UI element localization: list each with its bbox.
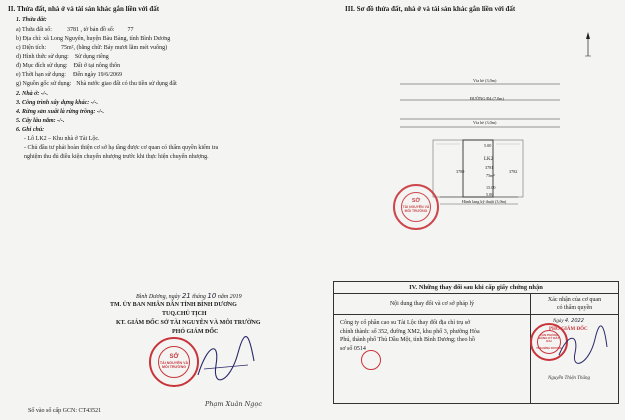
land-address: b) Địa chỉ: xã Long Nguyên, huyện Bàu Bàng, tỉnh Bình Dương [16,36,171,42]
changes-title-row [334,282,619,294]
sidewalk-top-label: Vỉa hè (3,0m) [473,78,497,83]
area-row [16,45,167,51]
confirm-date [553,319,584,324]
sign-org: TM. ỦY BAN NHÂN DÂN TỈNH BÌNH DƯƠNG [110,302,237,308]
house-line: 2. Nhà ở: -/-. [16,91,49,97]
purpose-row [16,63,120,69]
section-iii-title: III. Sơ đồ thửa đất, nhà ở và tài sản khác gắn liền với đất [345,5,516,13]
construction-line: 3. Công trình xây dựng khác: -/-. [16,100,98,106]
lot-area: 75m² [486,173,495,178]
perennial-line: 5. Cây lâu năm: -/-. [16,118,65,124]
changes-col-confirm-line1: Xác nhận của cơ quan [547,297,602,303]
small-seal [361,350,381,370]
note-2-line-2: nghiệm thu đủ điều kiện chuyển nhượng trước khi thực hiện chuyển nhượng. [24,154,209,160]
changes-col-confirm-line2: có thẩm quyền [556,305,593,311]
left-parcel: 3780 [456,169,465,174]
use-form-label: d) Hình thức sử dụng: [16,54,69,60]
sign-on-behalf: TUQ.CHỦ TỊCH [162,311,207,317]
right-parcel: 3782 [509,169,518,174]
sign-department: KT. GIÁM ĐỐC SỞ TÀI NGUYÊN VÀ MÔI TRƯỜNG [116,320,261,326]
note-1: - Lô LK2 – Khu nhà ở Tài Lộc. [24,136,100,142]
sign-month: 10 [207,292,217,300]
signer-name: Phạm Xuân Ngọc [205,400,263,408]
dim-side: 15.00 [486,185,496,190]
branch-seal-area: TỈNH BÌNH DƯƠNG [536,346,562,350]
entry-line-3: Phú, thành phố Thủ Dầu Một, tỉnh Bình Dương; theo hồ [340,337,475,343]
parcel-row [16,27,133,33]
confirm-role: PHÓ GIÁM ĐỐC [549,327,588,332]
dim-top: 5.00 [484,143,492,148]
director-signature [190,335,260,390]
branch-seal-text: VĂN PHÒNG ĐĂNG KÝ ĐẤT ĐAI [538,333,560,344]
sign-month-word: tháng [192,294,206,300]
map-sheet: 77 [127,27,134,33]
use-form-value: Sử dụng riêng [74,54,109,60]
lot-label: LK2 [484,157,494,162]
diagram-seal-label: SỞ [411,198,421,204]
dim-bottom: 5.00 [486,192,494,197]
parcel-prefix: a) Thửa đất số: [16,27,52,33]
confirm-signature [555,325,610,370]
forest-line: 4. Rừng sản xuất là rừng trồng: -/-. [16,109,105,115]
map-prefix: , tờ bản đồ số: [80,27,115,33]
north-arrow-icon [582,30,594,58]
notes-heading: 6. Ghi chú: [16,127,45,133]
note-2-line-1: - Chủ đầu tư phải hoàn thiện cơ sở hạ tầng được cơ quan có thẩm quyền kiểm tra [24,145,219,151]
sign-year: năm 2019 [217,294,242,300]
registry-number: Số vào sổ cấp GCN: CT43521 [28,408,102,414]
origin-value: Nhà nước giao đất có thu tiền sử dụng đất [76,81,177,87]
parcel-number: 3781 [66,27,79,33]
use-form-row [16,54,109,60]
changes-header-row [334,294,619,315]
land-heading: 1. Thửa đất: [16,17,47,23]
diagram-seal-text: TÀI NGUYÊN VÀ MÔI TRƯỜNG [402,205,430,213]
term-row [16,72,122,78]
sign-date [136,293,242,300]
section-ii-title: II. Thửa đất, nhà ở và tài sản khác gắn liền với đất [8,5,160,13]
area-prefix: c) Diện tích: [16,45,46,51]
entry-line-2: chính thành: số 352, đường XM2, khu phố 3, phường Hòa [340,328,480,335]
changes-col-content: Nội dung thay đổi và cơ sở pháp lý [334,294,531,315]
sign-role: PHÓ GIÁM ĐỐC [172,329,219,335]
lot-number: 3781 [485,165,494,170]
confirm-date-prefix: Ngày [553,319,564,324]
origin-label: g) Nguồn gốc sử dụng: [16,81,72,87]
term-label: e) Thời hạn sử dụng: [16,72,66,78]
diagram-seal [393,184,439,230]
purpose-label: đ) Mục đích sử dụng: [16,63,68,69]
alley-label: Hành lang kỹ thuật (3,0m) [462,199,507,204]
road-label: ĐƯỜNG Đ4 (7,0m) [470,96,504,101]
origin-row [16,81,177,87]
department-seal-label: SỞ [169,354,179,360]
changes-col-confirm [531,294,619,315]
area-value: 75m², [61,45,75,51]
department-seal-text: TÀI NGUYÊN VÀ MÔI TRƯỜNG [159,361,189,369]
confirm-signer: Nguyễn Thiện Thắng [548,376,590,381]
sidewalk-bottom-label: Vỉa hè (3,0m) [473,120,497,125]
changes-title: IV. Những thay đổi sau khi cấp giấy chứng nhận [334,282,619,294]
purpose-value: Đất ở tại nông thôn [73,63,121,69]
confirm-date-value: 4. 2022 [564,318,584,324]
area-words: (bằng chữ: Bảy mươi lăm mét vuông) [76,45,168,51]
sign-day: 21 [181,292,191,300]
entry-line-1: Công ty cổ phần cao su Tài Lộc thay đổi địa chỉ trụ sở [340,320,471,326]
sign-date-prefix: Bình Dương, ngày [136,294,181,300]
entry-line-4: sơ số 0514 [340,345,366,352]
term-value: Đến ngày 19/6/2069 [72,72,122,78]
